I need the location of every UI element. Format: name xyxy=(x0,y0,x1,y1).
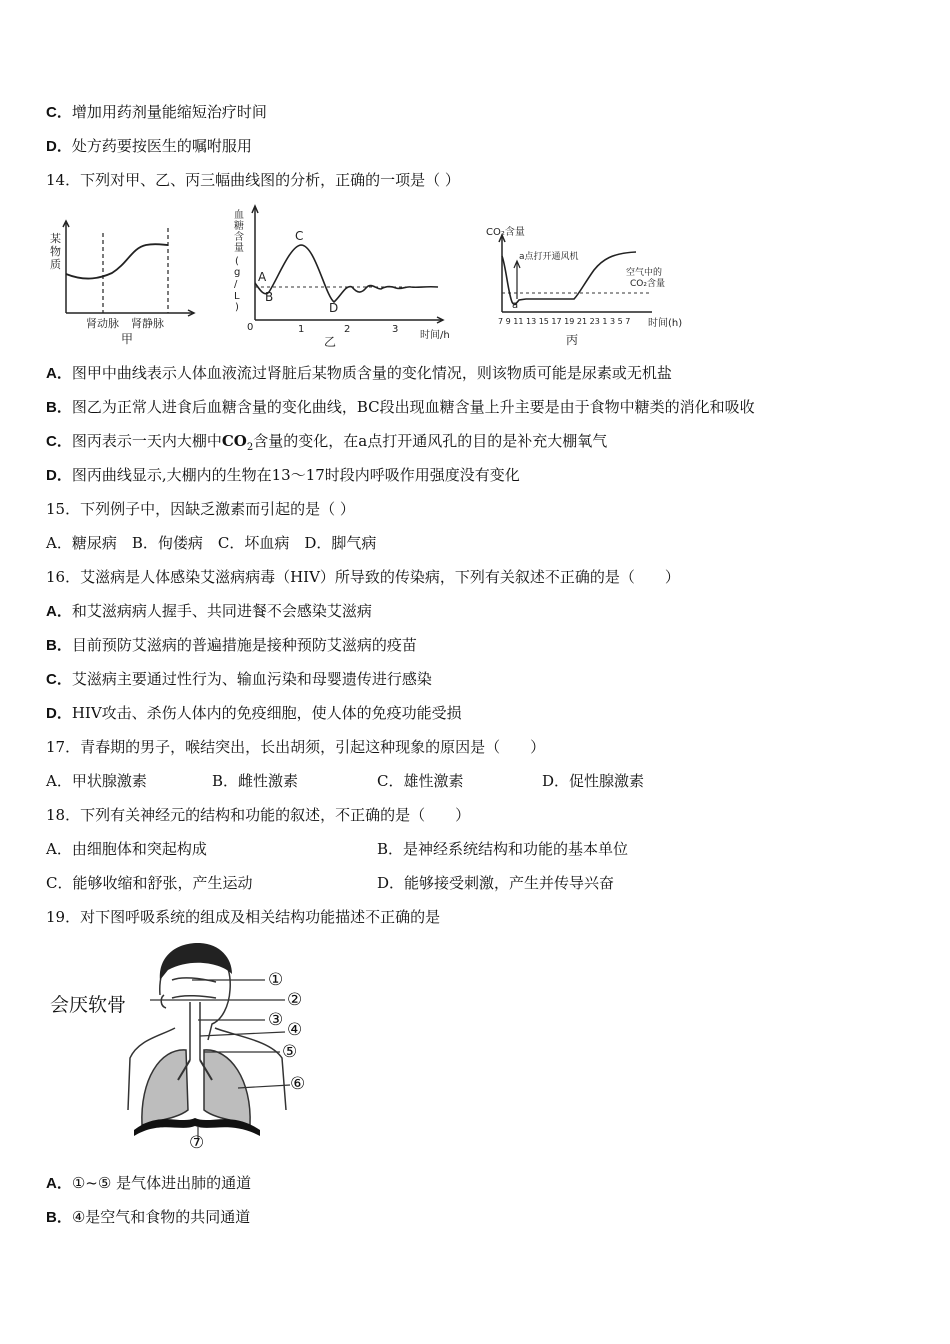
q14-option-a xyxy=(46,363,672,384)
svg-text:g: g xyxy=(234,267,241,278)
ylabel-char: 物 xyxy=(50,245,61,258)
option-label: B． xyxy=(46,637,72,654)
figure-caption: 丙 xyxy=(566,333,579,347)
label-1: ① xyxy=(268,970,284,990)
figure-caption: 乙 xyxy=(324,335,337,349)
q14-option-d xyxy=(46,465,520,486)
option-text: ④是空气和食物的共同通道 xyxy=(71,1208,251,1226)
q19-stem: 19．对下图呼吸系统的组成及相关结构功能描述不正确的是 xyxy=(46,908,441,926)
q17-option-a: A．甲状腺激素 xyxy=(46,772,147,790)
svg-text:含: 含 xyxy=(234,232,244,243)
x-axis-label: 时间(h) xyxy=(648,318,683,329)
x-ticks: 7 9 11 13 15 17 19 21 23 1 3 5 7 xyxy=(498,317,631,326)
svg-text:(: ( xyxy=(235,256,239,267)
q14-stem: 14．下列对甲、乙、丙三幅曲线图的分析，正确的一项是（ ） xyxy=(46,171,460,189)
option-label: C． xyxy=(46,433,72,450)
q15-options: A．糖尿病 B．佝偻病 C．坏血病 D．脚气病 xyxy=(46,534,377,552)
label-2: ② xyxy=(287,990,303,1010)
label-6: ⑥ xyxy=(290,1074,306,1094)
point-a: a xyxy=(512,300,519,311)
q17-option-c: C．雄性激素 xyxy=(377,772,464,790)
tick-2: 2 xyxy=(344,324,351,335)
option-text: HIV攻击、杀伤人体内的免疫细胞，使人体的免疫功能受损 xyxy=(71,704,462,722)
tick-3: 3 xyxy=(392,324,399,335)
figure-yi xyxy=(228,200,458,350)
option-label: B． xyxy=(46,399,72,416)
q17-stem: 17．青春期的男子，喉结突出，长出胡须，引起这种现象的原因是（ ） xyxy=(46,738,546,756)
note-a: a点打开通风机 xyxy=(519,252,579,262)
option-label: A． xyxy=(46,603,72,620)
ylabel-char: 质 xyxy=(50,258,61,271)
q18-option-a: A．由细胞体和突起构成 xyxy=(46,840,207,858)
svg-text:L: L xyxy=(234,291,240,302)
point-a: A xyxy=(258,270,267,284)
q19-option-b xyxy=(46,1207,250,1228)
svg-text:/: / xyxy=(234,279,238,290)
figure-bing xyxy=(484,222,704,350)
option-text: 目前预防艾滋病的普遍措施是接种预防艾滋病的疫苗 xyxy=(71,636,417,654)
option-text: 图乙为正常人进食后血糖含量的变化曲线，BC段出现血糖含量上升主要是由于食物中糖类的消化和吸收 xyxy=(71,398,755,416)
q16-option-a xyxy=(46,601,372,622)
option-text: 处方药要按医生的嘱咐服用 xyxy=(71,137,252,155)
q18-option-d: D．能够接受刺激，产生并传导兴奋 xyxy=(377,874,615,892)
q19-option-a xyxy=(46,1173,251,1194)
q16-option-c xyxy=(46,669,432,690)
q14-option-c xyxy=(46,431,607,458)
q14-option-b xyxy=(46,397,755,418)
svg-text:量: 量 xyxy=(234,243,244,254)
figure-caption: 甲 xyxy=(121,332,134,346)
option-label: A． xyxy=(46,365,72,382)
option-text: ①~⑤ 是气体进出肺的通道 xyxy=(71,1174,252,1192)
q13-option-d xyxy=(46,136,252,157)
option-label: D． xyxy=(46,138,72,155)
q15-stem: 15．下列例子中，因缺乏激素而引起的是（ ） xyxy=(46,500,355,518)
q16-option-d xyxy=(46,703,462,724)
ylabel-char: 某 xyxy=(50,232,61,245)
ylabel xyxy=(234,209,244,313)
option-text-pre: 图丙表示一天内大棚中 xyxy=(71,432,222,450)
q17-option-b: B．雌性激素 xyxy=(212,772,299,790)
option-text: 图甲中曲线表示人体血液流过肾脏后某物质含量的变化情况，则该物质可能是尿素或无机盐 xyxy=(71,364,672,382)
q16-stem: 16．艾滋病是人体感染艾滋病病毒（HIV）所导致的传染病，下列有关叙述不正确的是（ ） xyxy=(46,568,680,586)
x-label-vein: 肾静脉 xyxy=(131,317,164,330)
q18-option-b: B．是神经系统结构和功能的基本单位 xyxy=(377,840,629,858)
option-label: B． xyxy=(46,1209,72,1226)
option-label: D． xyxy=(46,705,72,722)
option-label: C． xyxy=(46,671,72,688)
q18-option-c: C．能够收缩和舒张，产生运动 xyxy=(46,874,253,892)
q16-option-b xyxy=(46,635,417,656)
label-7: ⑦ xyxy=(189,1133,205,1153)
point-b: B xyxy=(265,290,274,304)
q17-option-d: D．促性腺激素 xyxy=(542,772,645,790)
label-4: ④ xyxy=(287,1020,303,1040)
point-d: D xyxy=(329,301,339,315)
tick-1: 1 xyxy=(298,324,305,335)
label-3: ③ xyxy=(268,1010,284,1030)
y-axis-label: CO₂含量 xyxy=(486,227,525,238)
svg-text:血: 血 xyxy=(234,210,244,221)
option-text: 和艾滋病病人握手、共同进餐不会感染艾滋病 xyxy=(71,602,372,620)
air-co2-label-2: CO₂含量 xyxy=(630,279,665,289)
option-text-post: 含量的变化，在a点打开通风孔的目的是补充大棚氧气 xyxy=(253,432,608,450)
air-co2-label-1: 空气中的 xyxy=(626,268,663,278)
x-axis-label: 时间/h xyxy=(420,330,450,341)
x-label-artery: 肾动脉 xyxy=(86,317,119,330)
option-label: A． xyxy=(46,1175,72,1192)
option-label: D． xyxy=(46,467,72,484)
tick-0: 0 xyxy=(247,322,254,333)
option-text: 艾滋病主要通过性行为、输血污染和母婴遗传进行感染 xyxy=(71,670,432,688)
option-label: C． xyxy=(46,104,72,121)
q18-stem: 18．下列有关神经元的结构和功能的叙述，不正确的是（ ） xyxy=(46,806,471,824)
figure-jia xyxy=(46,218,196,348)
svg-text:糖: 糖 xyxy=(234,221,244,232)
co2-subscript: 2 xyxy=(246,442,254,453)
option-text: 增加用药剂量能缩短治疗时间 xyxy=(71,103,267,121)
epiglottis-label: 会厌软骨 xyxy=(50,994,127,1016)
q13-option-c xyxy=(46,102,267,123)
co2: CO xyxy=(221,432,247,450)
option-text: 图丙曲线显示,大棚内的生物在13～17时段内呼吸作用强度没有变化 xyxy=(71,466,520,484)
svg-text:): ) xyxy=(235,302,239,313)
label-5: ⑤ xyxy=(282,1042,298,1062)
point-c: C xyxy=(295,229,304,243)
